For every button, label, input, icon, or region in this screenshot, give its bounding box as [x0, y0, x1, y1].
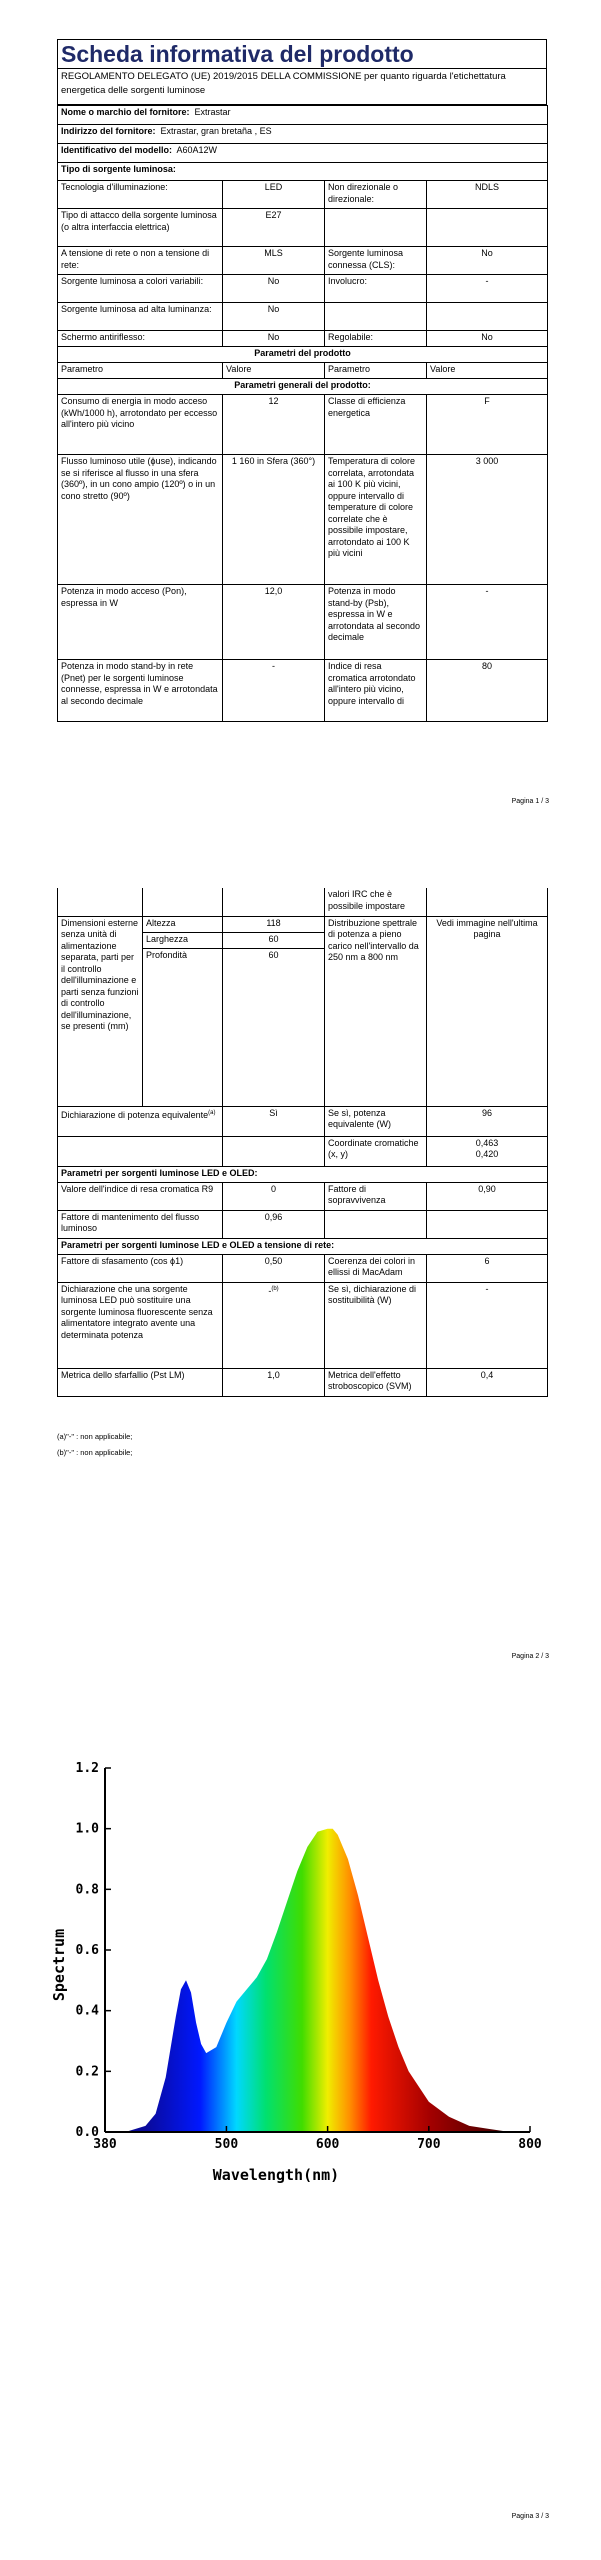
dimmable-value: No [427, 331, 548, 347]
model-row: Identificativo del modello: A60A12W [58, 144, 548, 163]
cct-label: Temperatura di colore correlata, arrotondata ai 100 K più vicini, oppure intervallo di temperature di colore correlate che è possibile impostare, arrotondato ai 100 K più vicini [325, 455, 427, 585]
x-tick-label: 700 [417, 2137, 441, 2152]
equiv-label: Dichiarazione di potenza equivalente$^{(a)}$ [58, 1106, 223, 1136]
spectrum-chart [50, 1760, 550, 2190]
x-tick-label: 800 [518, 2137, 542, 2152]
glare-value: No [223, 331, 325, 347]
height-value: 118 [223, 916, 325, 932]
pon-label: Potenza in modo acceso (Pon), espressa in W [58, 585, 223, 660]
mains-label: A tensione di rete o non a tensione di rete: [58, 247, 223, 275]
svm-value: 0,4 [427, 1368, 548, 1396]
regulation-text: REGOLAMENTO DELEGATO (UE) 2019/2015 DELLA COMMISSIONE per quanto riguarda l'etichettatura energetica delle sorgenti luminose [57, 69, 547, 105]
spd-label: Distribuzione spettrale di potenza a pieno carico nell'intervallo da 250 nm a 800 nm [325, 916, 427, 1106]
address-row: Indirizzo del fornitore: Extrastar, gran bretaña , ES [58, 125, 548, 144]
fluorescent-label: Dichiarazione che una sorgente luminosa LED può sostituire una sorgente luminosa fluorescente senza alimentatore integrato avente una determinata potenza [58, 1282, 223, 1368]
cosphi-value: 0,50 [223, 1254, 325, 1282]
pst-value: 1,0 [223, 1368, 325, 1396]
cap-label: Tipo di attacco della sorgente luminosa (o altra interfaccia elettrica) [58, 209, 223, 247]
high-lum-value: No [223, 303, 325, 331]
envelope-label: Involucro: [325, 275, 427, 303]
cls-value: No [427, 247, 548, 275]
cls-label: Sorgente luminosa connessa (CLS): [325, 247, 427, 275]
width-value: 60 [223, 932, 325, 948]
width-label: Larghezza [143, 932, 223, 948]
envelope-value: - [427, 275, 548, 303]
general-params-header: Parametri generali del prodotto: [58, 379, 548, 395]
page-footer-3: Pagina 3 / 3 [511, 2513, 549, 2520]
fluorescent-w-label: Se sì, dichiarazione di sostituibilità (W) [325, 1282, 427, 1368]
fluorescent-value: -$^{(b)}$ [223, 1282, 325, 1368]
spd-value: Vedi immagine nell'ultima pagina [427, 916, 548, 1106]
y-tick-label: 1.2 [75, 1761, 99, 1776]
high-lum-label: Sorgente luminosa ad alta luminanza: [58, 303, 223, 331]
tech-value: LED [223, 181, 325, 209]
note-b: (b)"-" : non applicabile; [57, 1448, 133, 1457]
flux-value: 1 160 in Sfera (360°) [223, 455, 325, 585]
mains-header: Parametri per sorgenti luminose LED e OLED a tensione di rete: [58, 1238, 548, 1254]
col-param-1: Parametro [58, 363, 223, 379]
col-value-2: Valore [427, 363, 548, 379]
page-footer-1: Pagina 1 / 3 [511, 798, 549, 805]
mains-value: MLS [223, 247, 325, 275]
page-title: Scheda informativa del prodotto [57, 39, 547, 69]
y-axis-label: Spectrum [50, 1928, 68, 2002]
supplier-row: Nome o marchio del fornitore: Extrastar [58, 106, 548, 125]
cri-label: Indice di resa cromatica arrotondato all'intero più vicino, oppure intervallo di [325, 660, 427, 722]
fluorescent-w-value: - [427, 1282, 548, 1368]
parameters-table-2 [57, 888, 548, 1397]
maintenance-value: 0,96 [223, 1210, 325, 1238]
equivw-value: 96 [427, 1106, 548, 1136]
energy-value: 12 [223, 395, 325, 455]
psb-label: Potenza in modo stand-by (Psb), espressa in W e arrotondata al secondo decimale [325, 585, 427, 660]
psb-value: - [427, 585, 548, 660]
macadam-value: 6 [427, 1254, 548, 1282]
nondir-label: Non direzionale o direzionale: [325, 181, 427, 209]
pst-label: Metrica dello sfarfallio (Pst LM) [58, 1368, 223, 1396]
class-label: Classe di efficienza energetica [325, 395, 427, 455]
tech-label: Tecnologia d'illuminazione: [58, 181, 223, 209]
dims-label: Dimensioni esterne senza unità di alimentazione separata, parti per il controllo dell'illuminazione e parti senza funzioni di controllo dell'illuminazione, se presenti (mm) [58, 916, 143, 1106]
y-tick-label: 0.6 [75, 1943, 99, 1958]
xy-value: 0,463 0,420 [427, 1136, 548, 1166]
maintenance-label: Fattore di mantenimento del flusso luminoso [58, 1210, 223, 1238]
page-footer-2: Pagina 2 / 3 [511, 1653, 549, 1660]
energy-label: Consumo di energia in modo acceso (kWh/1000 h), arrotondato per eccesso all'intero più vicino [58, 395, 223, 455]
equiv-value: Sì [223, 1106, 325, 1136]
x-axis-label: Wavelength(nm) [212, 2166, 340, 2184]
color-value: No [223, 275, 325, 303]
params-header: Parametri del prodotto [58, 347, 548, 363]
supplier-table [57, 105, 548, 722]
depth-value: 60 [223, 948, 325, 1106]
svm-label: Metrica dell'effetto stroboscopico (SVM) [325, 1368, 427, 1396]
y-tick-label: 0.4 [75, 2003, 99, 2019]
cosphi-label: Fattore di sfasamento (cos ϕ1) [58, 1254, 223, 1282]
x-tick-label: 500 [214, 2137, 239, 2152]
depth-label: Profondità [143, 948, 223, 1106]
x-tick-label: 380 [93, 2137, 117, 2152]
r9-value: 0 [223, 1182, 325, 1210]
led-header: Parametri per sorgenti luminose LED e OLED: [58, 1166, 548, 1182]
class-value: F [427, 395, 548, 455]
source-type-row: Tipo di sorgente luminosa: [58, 163, 548, 181]
pon-value: 12,0 [223, 585, 325, 660]
pnet-value: - [223, 660, 325, 722]
note-a: (a)"-" : non applicabile; [57, 1432, 133, 1441]
pnet-label: Potenza in modo stand-by in rete (Pnet) per le sorgenti luminose connesse, espressa in W e arrotondata al secondo decimale [58, 660, 223, 722]
cap-value: E27 [223, 209, 325, 247]
cri-cont-label: valori IRC che è possibile impostare [325, 888, 427, 916]
equivw-label: Se sì, potenza equivalente (W) [325, 1106, 427, 1136]
spectrum-area [125, 1829, 530, 2132]
color-label: Sorgente luminosa a colori variabili: [58, 275, 223, 303]
survival-label: Fattore di sopravvivenza [325, 1182, 427, 1210]
dimmable-label: Regolabile: [325, 331, 427, 347]
x-tick-label: 600 [315, 2137, 340, 2152]
y-tick-label: 0.0 [75, 2125, 99, 2140]
glare-label: Schermo antiriflesso: [58, 331, 223, 347]
plot-area [76, 1761, 542, 2152]
y-tick-label: 0.8 [75, 1882, 99, 1898]
height-label: Altezza [143, 916, 223, 932]
col-value-1: Valore [223, 363, 325, 379]
y-tick-label: 0.2 [75, 2064, 99, 2080]
y-tick-label: 1.0 [75, 1821, 99, 1837]
nondir-value: NDLS [427, 181, 548, 209]
flux-label: Flusso luminoso utile (ϕuse), indicando se si riferisce al flusso in una sfera (360º), in un cono ampio (120º) o in un cono stretto (90º) [58, 455, 223, 585]
col-param-2: Parametro [325, 363, 427, 379]
cri-value: 80 [427, 660, 548, 722]
macadam-label: Coerenza dei colori in ellissi di MacAdam [325, 1254, 427, 1282]
cct-value: 3 000 [427, 455, 548, 585]
r9-label: Valore dell'indice di resa cromatica R9 [58, 1182, 223, 1210]
survival-value: 0,90 [427, 1182, 548, 1210]
xy-label: Coordinate cromatiche (x, y) [325, 1136, 427, 1166]
